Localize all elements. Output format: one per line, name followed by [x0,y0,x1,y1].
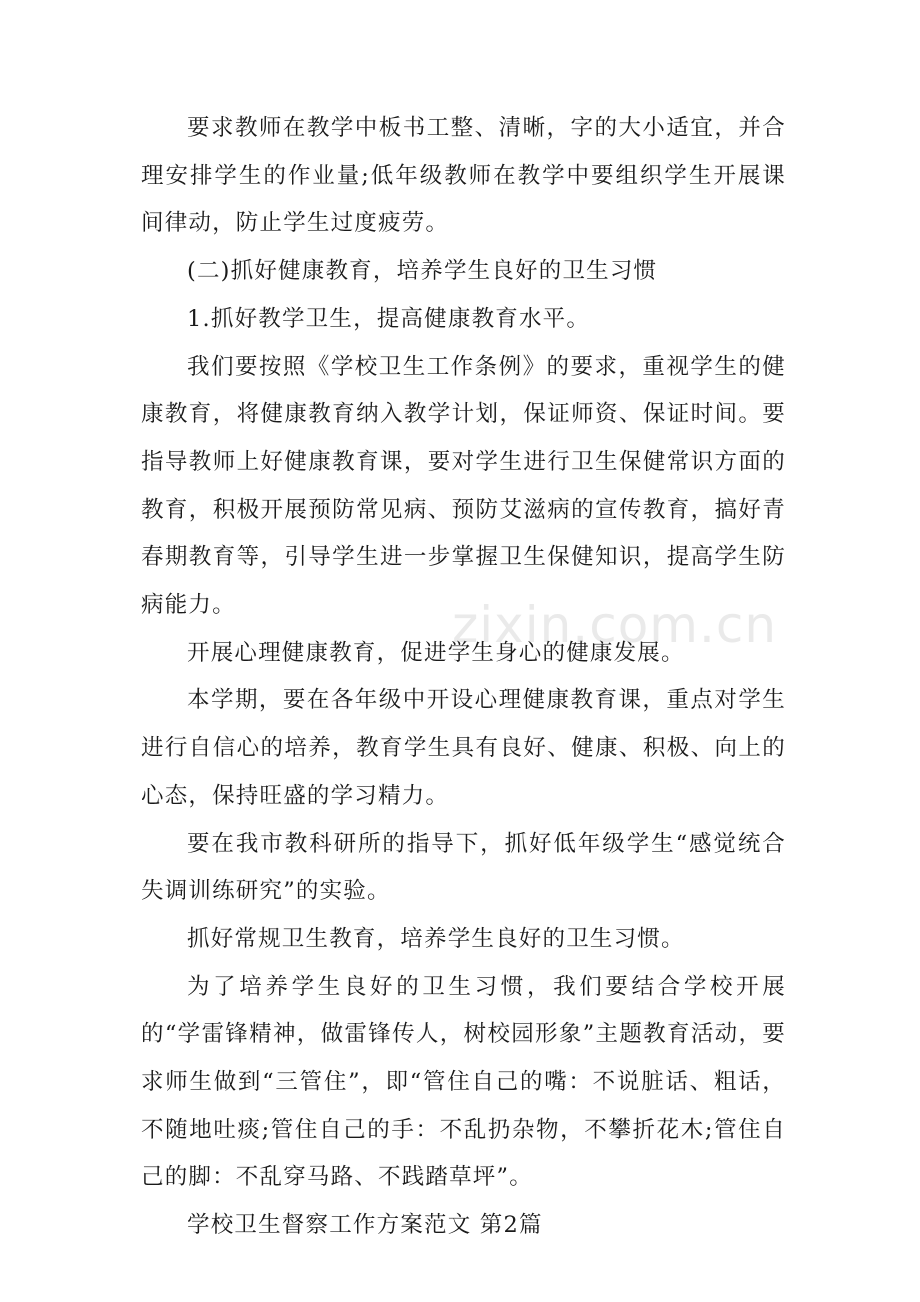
paragraph-5: 要在我市教科研所的指导下，抓好低年级学生“感觉统合失调训练研究”的实验。 [141,830,786,905]
next-article-title: 学校卫生督察工作方案范文 第2篇 [187,1212,543,1239]
paragraph-3: 开展心理健康教育，促进学生身心的健康发展。 [187,639,685,666]
section-heading: (二)抓好健康教育，培养学生良好的卫生习惯 [187,258,658,285]
paragraph-7: 为了培养学生良好的卫生习惯，我们要结合学校开展的“学雷锋精神，做雷锋传人，树校园形象”主题教育活动，要求师生做到“三管住”，即“管住自己的嘴：不说脏话、粗话，不随地吐痰;管住自己的手：不乱扔杂物，不攀折花木;管住自己的脚：不乱穿马路、不践踏草坪”。 [141,973,786,1191]
subheading-1: 1.抓好教学卫生，提高健康教育水平。 [187,305,591,332]
paragraph-4: 本学期，要在各年级中开设心理健康教育课，重点对学生进行自信心的培养，教育学生具有良好、健康、积极、向上的心态，保持旺盛的学习精力。 [141,687,786,809]
document-body [141,105,786,1250]
paragraph-6: 抓好常规卫生教育，培养学生良好的卫生习惯。 [187,925,685,952]
paragraph-2: 我们要按照《学校卫生工作条例》的要求，重视学生的健康教育，将健康教育纳入教学计划，保证师资、保证时间。要指导教师上好健康教育课，要对学生进行卫生保健常识方面的教育，积极开展预防常见病、预防艾滋病的宣传教育，搞好青春期教育等，引导学生进一步掌握卫生保健知识，提高学生防病能力。 [141,353,786,619]
paragraph-1: 要求教师在教学中板书工整、清晰，字的大小适宜，并合理安排学生的作业量;低年级教师在教学中要组织学生开展课间律动，防止学生过度疲劳。 [141,115,786,237]
watermark: zixin.com.cn [452,596,778,654]
